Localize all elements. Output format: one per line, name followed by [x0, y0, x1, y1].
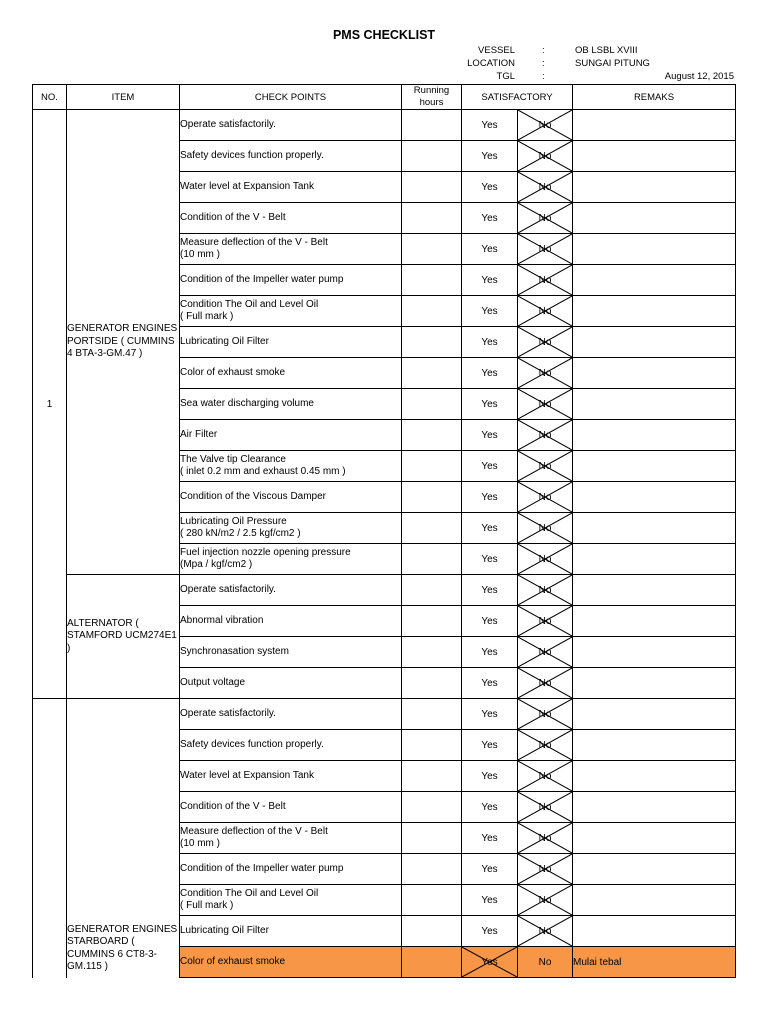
running-hours-cell[interactable] [402, 110, 462, 141]
satisfactory-yes-cell[interactable] [462, 854, 518, 885]
remark-cell[interactable] [573, 358, 736, 389]
satisfactory-yes-cell[interactable] [462, 420, 518, 451]
running-hours-cell[interactable] [402, 730, 462, 761]
satisfactory-yes-cell[interactable] [462, 482, 518, 513]
item-name: ALTERNATOR ( STAMFORD UCM274E1 ) [67, 575, 180, 699]
yes-label: Yes [481, 119, 498, 131]
running-hours-cell[interactable] [402, 947, 462, 978]
satisfactory-yes-cell[interactable] [462, 761, 518, 792]
no-label: No [538, 925, 552, 937]
check-point [180, 234, 402, 265]
remark-cell[interactable] [573, 885, 736, 916]
no-label: No [538, 770, 552, 782]
running-hours-cell[interactable] [402, 389, 462, 420]
remark-cell[interactable] [573, 947, 736, 978]
satisfactory-yes-cell[interactable] [462, 172, 518, 203]
yes-label: Yes [481, 460, 498, 472]
check-point-text: Operate satisfactorily. [180, 584, 276, 595]
remark-cell[interactable] [573, 699, 736, 730]
check-point-text: Condition The Oil and Level Oil [180, 888, 319, 899]
running-hours-cell[interactable] [402, 606, 462, 637]
satisfactory-yes-cell[interactable] [462, 265, 518, 296]
satisfactory-yes-cell[interactable] [462, 947, 518, 978]
table-row [33, 575, 736, 606]
remark-text: Mulai tebal [573, 956, 622, 968]
satisfactory-no-cell[interactable] [518, 947, 573, 978]
check-point [180, 358, 402, 389]
check-point [180, 544, 402, 575]
yes-label: Yes [481, 522, 498, 534]
satisfactory-no-cell[interactable] [518, 823, 573, 854]
remark-cell[interactable] [573, 637, 736, 668]
remark-cell[interactable] [573, 730, 736, 761]
satisfactory-no-cell[interactable] [518, 203, 573, 234]
no-label: No [538, 677, 552, 689]
remark-cell[interactable] [573, 854, 736, 885]
check-point-text: Lubricating Oil Filter [180, 336, 269, 347]
check-point [180, 792, 402, 823]
running-hours-cell[interactable] [402, 265, 462, 296]
remark-cell[interactable] [573, 482, 736, 513]
satisfactory-yes-cell[interactable] [462, 792, 518, 823]
check-point-text: Safety devices function properly. [180, 150, 324, 161]
check-point-text: Condition The Oil and Level Oil [180, 299, 319, 310]
running-hours-cell[interactable] [402, 668, 462, 699]
check-point [180, 885, 402, 916]
satisfactory-no-cell[interactable] [518, 110, 573, 141]
yes-label: Yes [481, 677, 498, 689]
section-number [33, 699, 67, 978]
yes-label: Yes [481, 739, 498, 751]
check-point-text: Output voltage [180, 677, 246, 688]
no-label: No [538, 119, 552, 131]
check-point [180, 110, 402, 141]
section-number: 1 [33, 110, 67, 699]
vessel-label: VESSEL [478, 45, 515, 56]
check-point-text: Color of exhaust smoke [180, 956, 286, 967]
satisfactory-no-cell[interactable] [518, 761, 573, 792]
no-label: No [538, 863, 552, 875]
remark-cell[interactable] [573, 172, 736, 203]
satisfactory-no-cell[interactable] [518, 606, 573, 637]
check-point [180, 172, 402, 203]
check-point-text: Measure deflection of the V - Belt [180, 237, 328, 248]
running-hours-cell[interactable] [402, 575, 462, 606]
no-label: No [538, 522, 552, 534]
yes-label: Yes [481, 274, 498, 286]
satisfactory-no-cell[interactable] [518, 854, 573, 885]
running-hours-cell[interactable] [402, 482, 462, 513]
running-hours-cell[interactable] [402, 420, 462, 451]
check-point [180, 916, 402, 947]
check-point-text: (Mpa / kgf/cm2 ) [180, 559, 253, 570]
no-label: No [538, 460, 552, 472]
yes-label: Yes [481, 398, 498, 410]
col-item: ITEM [67, 85, 180, 110]
col-no: NO. [33, 85, 67, 110]
check-point-text: Lubricating Oil Filter [180, 925, 269, 936]
check-point-text: ( Full mark ) [180, 900, 234, 911]
satisfactory-no-cell[interactable] [518, 389, 573, 420]
satisfactory-yes-cell[interactable] [462, 141, 518, 172]
no-label: No [538, 305, 552, 317]
yes-label: Yes [481, 553, 498, 565]
satisfactory-no-cell[interactable] [518, 916, 573, 947]
running-hours-cell[interactable] [402, 637, 462, 668]
remark-cell[interactable] [573, 389, 736, 420]
running-hours-cell[interactable] [402, 141, 462, 172]
yes-label: Yes [481, 646, 498, 658]
table-row [33, 699, 736, 730]
check-point-text: Safety devices function properly. [180, 739, 324, 750]
item-name: GENERATOR ENGINES STARBOARD ( CUMMINS 6 CT8-3-GM.115 ) [67, 699, 180, 978]
running-hours-cell[interactable] [402, 761, 462, 792]
check-point-text: Operate satisfactorily. [180, 119, 276, 130]
check-point [180, 389, 402, 420]
no-label: No [538, 832, 552, 844]
satisfactory-yes-cell[interactable] [462, 730, 518, 761]
running-hours-cell[interactable] [402, 451, 462, 482]
satisfactory-no-cell[interactable] [518, 699, 573, 730]
check-point [180, 699, 402, 730]
satisfactory-yes-cell[interactable] [462, 203, 518, 234]
remark-cell[interactable] [573, 606, 736, 637]
check-point-text: Sea water discharging volume [180, 398, 314, 409]
yes-label: Yes [481, 894, 498, 906]
vessel-row [0, 45, 768, 57]
check-point [180, 668, 402, 699]
no-label: No [538, 956, 552, 968]
check-point-text: Water level at Expansion Tank [180, 181, 314, 192]
satisfactory-yes-cell[interactable] [462, 296, 518, 327]
satisfactory-yes-cell[interactable] [462, 389, 518, 420]
location-sep: : [542, 58, 545, 69]
satisfactory-no-cell[interactable] [518, 141, 573, 172]
check-point [180, 203, 402, 234]
remark-cell[interactable] [573, 916, 736, 947]
check-point [180, 141, 402, 172]
satisfactory-no-cell[interactable] [518, 730, 573, 761]
running-hours-cell[interactable] [402, 823, 462, 854]
satisfactory-no-cell[interactable] [518, 482, 573, 513]
no-label: No [538, 491, 552, 503]
location-row [0, 58, 768, 70]
remark-cell[interactable] [573, 110, 736, 141]
running-hours-cell[interactable] [402, 916, 462, 947]
check-point-text: ( inlet 0.2 mm and exhaust 0.45 mm ) [180, 466, 346, 477]
check-point [180, 296, 402, 327]
checklist-table [32, 84, 736, 978]
remark-cell[interactable] [573, 575, 736, 606]
remark-cell[interactable] [573, 792, 736, 823]
check-point-text: Condition of the V - Belt [180, 212, 286, 223]
satisfactory-no-cell[interactable] [518, 265, 573, 296]
yes-label: Yes [481, 770, 498, 782]
running-hours-cell[interactable] [402, 358, 462, 389]
check-point-text: Condition of the V - Belt [180, 801, 286, 812]
yes-label: Yes [481, 150, 498, 162]
yes-label: Yes [481, 243, 498, 255]
item-name: GENERATOR ENGINES PORTSIDE ( CUMMINS 4 BTA-3-GM.47 ) [67, 110, 180, 575]
satisfactory-yes-cell[interactable] [462, 885, 518, 916]
check-point-text: Air Filter [180, 429, 218, 440]
no-label: No [538, 801, 552, 813]
no-label: No [538, 367, 552, 379]
satisfactory-yes-cell[interactable] [462, 916, 518, 947]
running-hours-cell[interactable] [402, 327, 462, 358]
no-label: No [538, 553, 552, 565]
running-hours-cell[interactable] [402, 234, 462, 265]
satisfactory-no-cell[interactable] [518, 358, 573, 389]
no-label: No [538, 429, 552, 441]
satisfactory-yes-cell[interactable] [462, 327, 518, 358]
satisfactory-yes-cell[interactable] [462, 699, 518, 730]
vessel-sep: : [542, 45, 545, 56]
yes-label: Yes [481, 801, 498, 813]
satisfactory-yes-cell[interactable] [462, 575, 518, 606]
satisfactory-no-cell[interactable] [518, 544, 573, 575]
no-label: No [538, 894, 552, 906]
check-point [180, 637, 402, 668]
satisfactory-yes-cell[interactable] [462, 234, 518, 265]
location-label: LOCATION [467, 58, 515, 69]
check-point-text: Operate satisfactorily. [180, 708, 276, 719]
check-point [180, 823, 402, 854]
check-point-text: Measure deflection of the V - Belt [180, 826, 328, 837]
check-point-text: (10 mm ) [180, 249, 220, 260]
check-point [180, 575, 402, 606]
location-value: SUNGAI PITUNG [575, 58, 650, 69]
tgl-sep: : [542, 71, 545, 82]
tgl-label: TGL [496, 71, 515, 82]
satisfactory-no-cell[interactable] [518, 885, 573, 916]
tgl-row [0, 71, 768, 83]
yes-label: Yes [481, 956, 498, 968]
running-hours-cell[interactable] [402, 296, 462, 327]
remark-cell[interactable] [573, 544, 736, 575]
no-label: No [538, 243, 552, 255]
remark-cell[interactable] [573, 265, 736, 296]
check-point [180, 606, 402, 637]
check-point-text: Abnormal vibration [180, 615, 264, 626]
col-running-hours: Running hours [402, 85, 462, 110]
no-label: No [538, 181, 552, 193]
yes-label: Yes [481, 429, 498, 441]
yes-label: Yes [481, 863, 498, 875]
check-point-text: ( 280 kN/m2 / 2.5 kgf/cm2 ) [180, 528, 301, 539]
remark-cell[interactable] [573, 327, 736, 358]
satisfactory-yes-cell[interactable] [462, 513, 518, 544]
running-hours-cell[interactable] [402, 854, 462, 885]
no-label: No [538, 398, 552, 410]
satisfactory-yes-cell[interactable] [462, 637, 518, 668]
satisfactory-yes-cell[interactable] [462, 668, 518, 699]
no-label: No [538, 646, 552, 658]
remark-cell[interactable] [573, 420, 736, 451]
satisfactory-yes-cell[interactable] [462, 823, 518, 854]
yes-label: Yes [481, 925, 498, 937]
satisfactory-no-cell[interactable] [518, 327, 573, 358]
remark-cell[interactable] [573, 451, 736, 482]
check-point-text: The Valve tip Clearance [180, 454, 286, 465]
checklist-body [33, 110, 736, 978]
table-row [33, 110, 736, 141]
remark-cell[interactable] [573, 234, 736, 265]
check-point-text: Condition of the Viscous Damper [180, 491, 327, 502]
check-point [180, 947, 402, 978]
page-title: PMS CHECKLIST [332, 28, 436, 42]
col-check-points: CHECK POINTS [180, 85, 402, 110]
check-point [180, 730, 402, 761]
check-point-text: Fuel injection nozzle opening pressure [180, 547, 351, 558]
check-point [180, 265, 402, 296]
remark-cell[interactable] [573, 296, 736, 327]
check-point-text: (10 mm ) [180, 838, 220, 849]
check-point [180, 513, 402, 544]
satisfactory-no-cell[interactable] [518, 792, 573, 823]
no-label: No [538, 739, 552, 751]
no-label: No [538, 584, 552, 596]
yes-label: Yes [481, 584, 498, 596]
check-point [180, 420, 402, 451]
remark-cell[interactable] [573, 513, 736, 544]
running-hours-cell[interactable] [402, 203, 462, 234]
satisfactory-yes-cell[interactable] [462, 110, 518, 141]
check-point [180, 482, 402, 513]
no-label: No [538, 212, 552, 224]
satisfactory-no-cell[interactable] [518, 234, 573, 265]
check-point [180, 451, 402, 482]
remark-cell[interactable] [573, 141, 736, 172]
satisfactory-no-cell[interactable] [518, 296, 573, 327]
yes-label: Yes [481, 336, 498, 348]
satisfactory-no-cell[interactable] [518, 420, 573, 451]
yes-label: Yes [481, 615, 498, 627]
check-point-text: Synchronasation system [180, 646, 289, 657]
running-hours-cell[interactable] [402, 544, 462, 575]
satisfactory-yes-cell[interactable] [462, 606, 518, 637]
check-point [180, 854, 402, 885]
check-point-text: Lubricating Oil Pressure [180, 516, 287, 527]
no-label: No [538, 150, 552, 162]
check-point-text: Color of exhaust smoke [180, 367, 286, 378]
tgl-value: August 12, 2015 [664, 71, 734, 82]
header-row [33, 85, 736, 110]
yes-label: Yes [481, 491, 498, 503]
yes-label: Yes [481, 212, 498, 224]
running-hours-cell[interactable] [402, 792, 462, 823]
remark-cell[interactable] [573, 761, 736, 792]
running-hours-cell[interactable] [402, 699, 462, 730]
satisfactory-yes-cell[interactable] [462, 544, 518, 575]
satisfactory-no-cell[interactable] [518, 668, 573, 699]
satisfactory-yes-cell[interactable] [462, 451, 518, 482]
check-point [180, 761, 402, 792]
satisfactory-yes-cell[interactable] [462, 358, 518, 389]
col-remarks: REMAKS [573, 85, 736, 110]
yes-label: Yes [481, 708, 498, 720]
vessel-value: OB LSBL XVIII [575, 45, 638, 56]
check-point-text: Condition of the Impeller water pump [180, 274, 344, 285]
running-hours-cell[interactable] [402, 513, 462, 544]
satisfactory-no-cell[interactable] [518, 575, 573, 606]
yes-label: Yes [481, 367, 498, 379]
no-label: No [538, 274, 552, 286]
satisfactory-no-cell[interactable] [518, 451, 573, 482]
satisfactory-no-cell[interactable] [518, 172, 573, 203]
col-satisfactory: SATISFACTORY [462, 85, 573, 110]
running-hours-cell[interactable] [402, 172, 462, 203]
remark-cell[interactable] [573, 203, 736, 234]
no-label: No [538, 615, 552, 627]
no-label: No [538, 708, 552, 720]
check-point-text: Condition of the Impeller water pump [180, 863, 344, 874]
running-hours-cell[interactable] [402, 885, 462, 916]
no-label: No [538, 336, 552, 348]
check-point-text: Water level at Expansion Tank [180, 770, 314, 781]
yes-label: Yes [481, 832, 498, 844]
check-point [180, 327, 402, 358]
check-point-text: ( Full mark ) [180, 311, 234, 322]
yes-label: Yes [481, 181, 498, 193]
satisfactory-no-cell[interactable] [518, 637, 573, 668]
remark-cell[interactable] [573, 823, 736, 854]
yes-label: Yes [481, 305, 498, 317]
remark-cell[interactable] [573, 668, 736, 699]
satisfactory-no-cell[interactable] [518, 513, 573, 544]
